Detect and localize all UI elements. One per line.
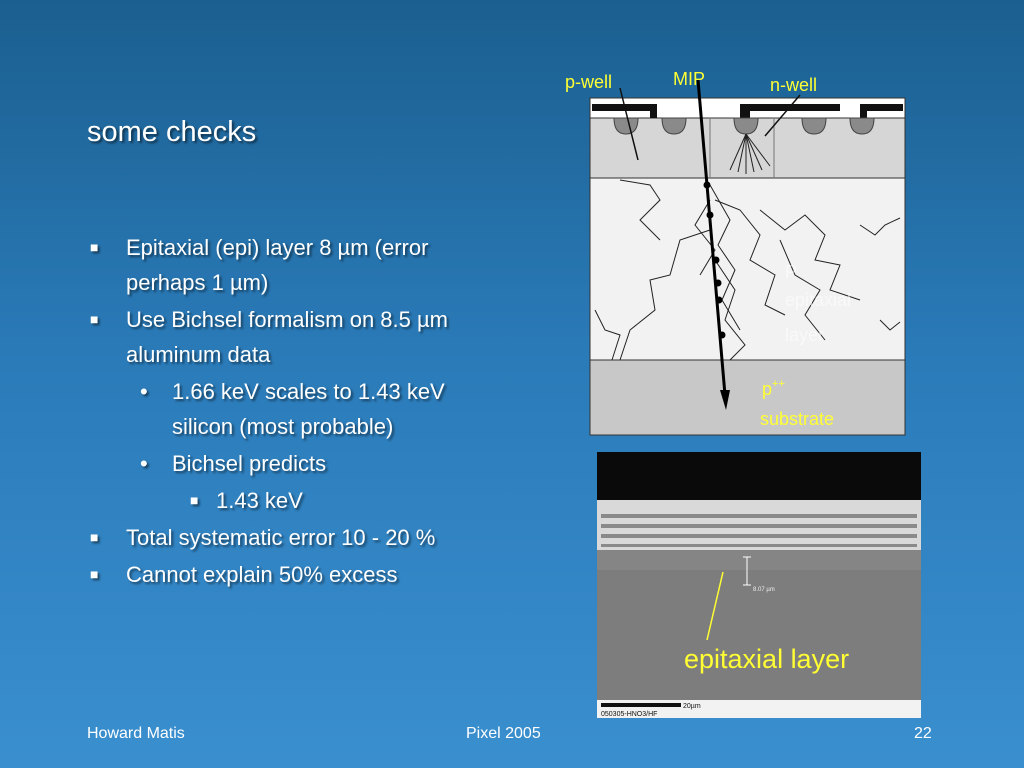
sub-bullet-item (90, 446, 510, 481)
bullet-text: 1.66 keV scales to 1.43 keV silicon (most probable) (172, 379, 445, 439)
label-substrate: substrate (760, 409, 835, 429)
square-bullet-icon: ■ (90, 566, 99, 582)
label-layer: layer (785, 325, 825, 345)
square-bullet-icon: ■ (190, 492, 199, 508)
bullet-text: Total systematic error 10 - 20 % (126, 525, 436, 550)
sem-photo (597, 452, 921, 718)
footer-conference: Pixel 2005 (466, 725, 541, 742)
measure-text: 8.07 µm (753, 587, 775, 593)
square-bullet-icon: ■ (90, 311, 99, 327)
bullet-item (90, 557, 510, 592)
footer-page-number: 22 (914, 725, 932, 742)
sensor-cross-section-diagram (560, 60, 920, 440)
label-mip: MIP (673, 69, 706, 89)
square-bullet-icon: ■ (90, 529, 99, 545)
sub-sub-bullet-item (90, 483, 510, 518)
square-bullet-icon: ■ (90, 239, 99, 255)
dot-bullet-icon: • (140, 451, 148, 476)
slide-title: some checks (87, 116, 257, 148)
bullet-text: 1.43 keV (216, 488, 303, 513)
label-pwell: p-well (565, 72, 613, 92)
bullet-item (90, 230, 510, 300)
footer-author: Howard Matis (87, 725, 185, 742)
bullet-item (90, 302, 510, 372)
bullet-text: Bichsel predicts (172, 451, 327, 476)
label-psub: p++ (762, 378, 785, 399)
sem-image (597, 452, 921, 718)
sub-bullet-item (90, 374, 510, 444)
bullet-item (90, 520, 510, 555)
bullet-text: Epitaxial (epi) layer 8 µm (error perhaps 1 µm) (126, 235, 429, 295)
photo-caption: epitaxial layer (684, 644, 850, 674)
bullet-list (90, 230, 510, 594)
bullet-text: Cannot explain 50% excess (126, 562, 398, 587)
label-epitaxial: epitaxial (785, 290, 852, 310)
scale-text: 20µm (683, 703, 701, 710)
dot-bullet-icon: • (140, 379, 148, 404)
sample-id: 050305-HNO3/HF (601, 711, 658, 718)
bullet-text: Use Bichsel formalism on 8.5 µm aluminum data (126, 307, 448, 367)
substrate-layer (590, 360, 905, 435)
label-nwell: n-well (770, 75, 818, 95)
label-p: P (785, 262, 798, 282)
